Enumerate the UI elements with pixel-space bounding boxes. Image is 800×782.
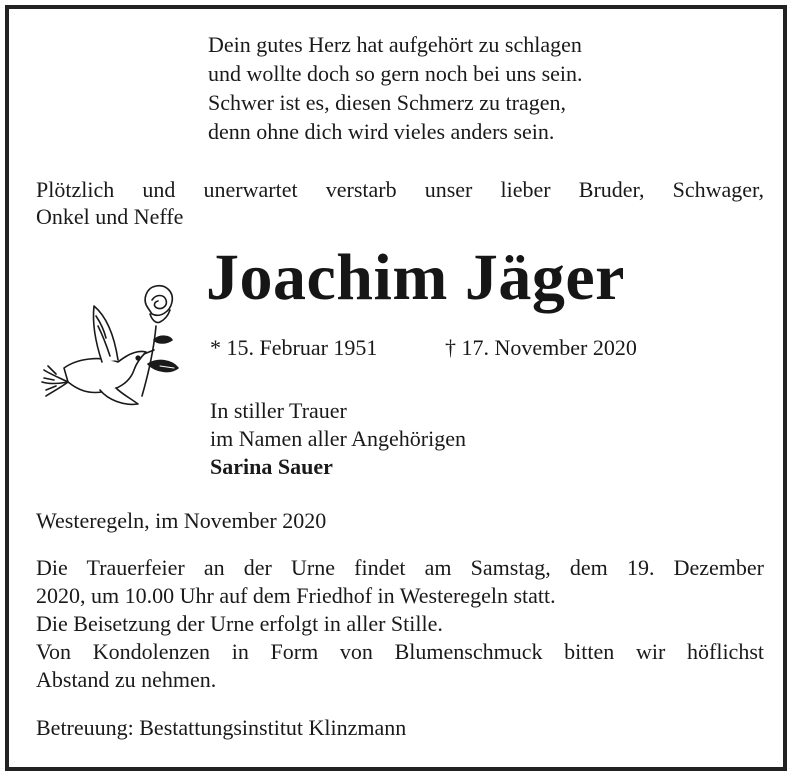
mourning-line-2: im Namen aller Angehörigen (210, 426, 466, 451)
intro-line-2: Onkel und Neffe (36, 204, 184, 229)
signer-name: Sarina Sauer (210, 454, 333, 479)
care-line: Betreuung: Bestattungsinstitut Klinzmann (36, 715, 407, 740)
ceremony-line-2: 2020, um 10.00 Uhr auf dem Friedhof in Westeregeln statt. (36, 583, 556, 608)
poem (208, 30, 583, 146)
ceremony-line-3: Die Beisetzung der Urne erfolgt in aller Stille. (36, 611, 443, 636)
poem-line-1: Dein gutes Herz hat aufgehört zu schlagen (208, 32, 582, 57)
deceased-name: Joachim Jäger (206, 241, 625, 314)
poem-line-2: und wollte doch so gern noch bei uns sein. (208, 61, 583, 86)
death-date: † 17. November 2020 (445, 335, 637, 360)
birth-date: * 15. Februar 1951 (210, 335, 378, 360)
ceremony-line-5: Abstand zu nehmen. (36, 667, 217, 692)
dove-with-rose-icon (38, 278, 193, 418)
place-date: Westeregeln, im November 2020 (36, 508, 327, 533)
poem-line-4: denn ohne dich wird vieles anders sein. (208, 119, 555, 144)
mourning-line-1: In stiller Trauer (210, 398, 347, 423)
ceremony-line-4: Von Kondolenzen in Form von Blumenschmuck bitten wir höflichst (36, 639, 764, 664)
ceremony-line-1: Die Trauerfeier an der Urne findet am Samstag, dem 19. Dezember (36, 555, 764, 580)
intro-line-1: Plötzlich und unerwartet verstarb unser lieber Bruder, Schwager, (36, 177, 764, 202)
poem-line-3: Schwer ist es, diesen Schmerz zu tragen, (208, 90, 566, 115)
